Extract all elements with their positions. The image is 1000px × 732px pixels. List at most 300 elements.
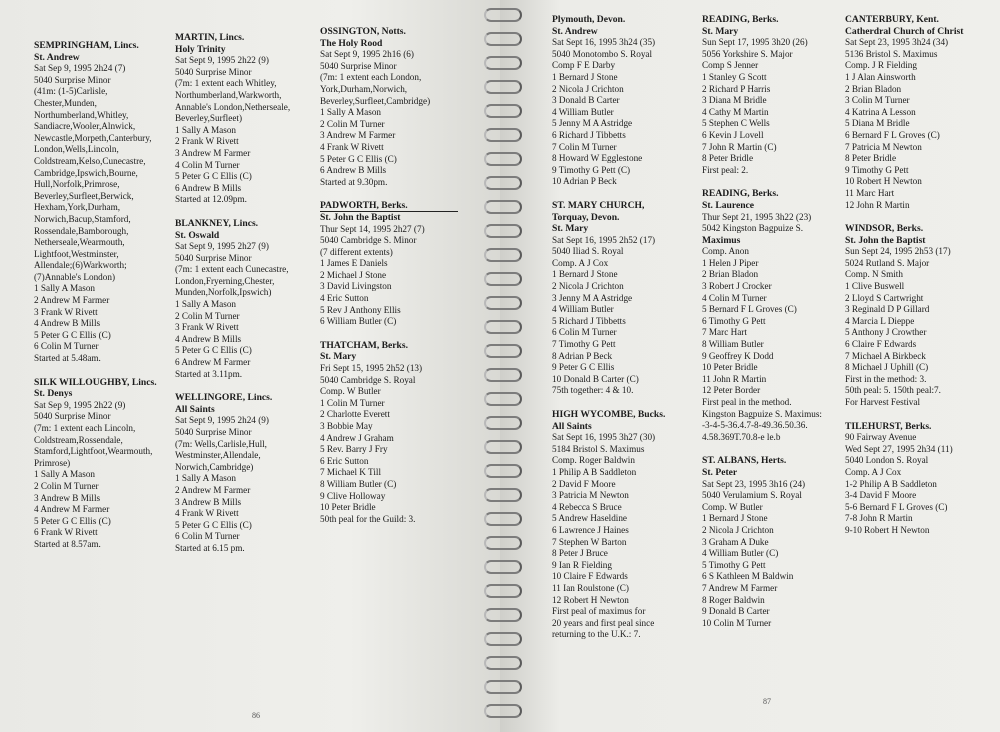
entry-heading: HIGH WYCOMBE, Bucks. [552, 409, 666, 420]
entry-line: Sun Sept 17, 1995 3h20 (26) [702, 37, 808, 48]
entry-line: 5 Peter G C Ellis (C) [320, 153, 397, 164]
entry-detail-bold: St. Peter [702, 466, 738, 478]
entry-line: Sat Sept 9, 1995 2h22 (9) [175, 55, 269, 66]
entry-line: 2 Nicola J Crichton [702, 524, 774, 535]
entry-line: 7 John R Martin (C) [702, 141, 777, 152]
entry-line: 5 Peter G C Ellis (C) [175, 519, 252, 530]
entry-line: 90 Fairway Avenue [845, 432, 917, 443]
entry-line: 2 Brian Bladon [845, 83, 902, 94]
entry-line: 2 Colin M Turner [34, 480, 99, 491]
entry-line: Sat Sept 16, 1995 2h52 (17) [552, 234, 656, 245]
entry-line: Comp F E Darby [552, 60, 616, 71]
entry-detail-bold: St. John the Baptist [845, 234, 926, 246]
entry-line: Norwich,Cambridge) [175, 461, 254, 472]
entry-line: 6 Eric Sutton [320, 455, 369, 466]
peal-entry [175, 218, 315, 380]
entry-line: Coldstream,Kelso,Cunecastre, [34, 155, 146, 166]
entry-line: 8 William Butler [702, 339, 764, 350]
entry-line: Beverley,Surfleet,Cambridge) [320, 95, 431, 106]
entry-line: 5 Richard J Tibbetts [552, 315, 626, 326]
entry-detail-bold: St. Oswald [175, 229, 220, 241]
entry-line: 4 Andrew M Farmer [34, 504, 110, 515]
entry-heading: OSSINGTON, Notts. [320, 26, 406, 37]
entry-detail-bold: St. Andrew [552, 25, 598, 37]
entry-line: Northumberland,Warkworth, [175, 89, 282, 100]
entry-heading: ST. ALBANS, Herts. [702, 455, 787, 467]
entry-line: 7 Michael K Till [320, 467, 382, 478]
binding-ring [484, 464, 522, 478]
entry-line: 8 Michael J Uphill (C) [845, 362, 929, 373]
entry-line: 6 Colin M Turner [34, 341, 99, 352]
entry-line: 9 Donald B Carter [702, 606, 770, 617]
entry-line: (7m: Wells,Carlisle,Hull, [175, 438, 267, 449]
entry-line: Started at 6.15 pm. [175, 542, 245, 553]
entry-detail-bold: Torquay, Devon. [552, 211, 620, 223]
entry-line: 12 Peter Border [702, 385, 761, 396]
entry-line: 6 Colin M Turner [175, 531, 240, 542]
entry-line: 7 Michael A Birkbeck [845, 350, 926, 361]
entry-line: 6 Timothy G Pett [702, 315, 766, 326]
entry-line: Hull,Norfolk,Primrose, [34, 179, 120, 190]
entry-line: 2 Andrew M Farmer [175, 484, 251, 495]
entry-detail-bold: Maximus [702, 234, 741, 246]
entry-line: 7 Timothy G Pett [552, 339, 616, 350]
entry-line: 2 Nicola J Crichton [552, 281, 624, 292]
entry-line: Rossendale,Bamborough, [34, 225, 129, 236]
entry-line: 4 William Butler (C) [702, 548, 779, 559]
entry-line: 5040 Cambridge S. Minor [320, 235, 417, 246]
entry-detail-bold: Catherdral Church of Christ [845, 25, 964, 37]
entry-line: (7 different extents) [320, 246, 393, 257]
entry-line: 3 Frank W Rivett [34, 306, 98, 317]
entry-heading: READING, Berks. [702, 188, 779, 200]
entry-line: (41m: (1-5)Carlisle, [34, 86, 108, 97]
entry-detail-bold: St. Andrew [34, 51, 80, 63]
entry-line: 20 years and first peal since [552, 617, 655, 628]
peal-entry [702, 455, 842, 629]
entry-line: 10 Donald B Carter (C) [552, 373, 639, 384]
entry-line: 3 David Livingston [320, 281, 392, 292]
entry-heading: ST. MARY CHURCH, [552, 199, 645, 211]
entry-line: 4 Andrew J Graham [320, 432, 394, 443]
entry-line: 5 Timothy G Pett [702, 559, 766, 570]
entry-line: 5 Anthony J Crowther [845, 327, 927, 338]
peal-entry [552, 409, 702, 641]
peal-entry [702, 188, 842, 443]
peal-entry [845, 223, 995, 409]
entry-line: 1 Sally A Mason [34, 469, 96, 480]
entry-line: 5040 Surprise Minor [175, 66, 252, 77]
entry-line: 3 Graham A Duke [702, 536, 769, 547]
entry-line: Started at 9.30pm. [320, 176, 388, 187]
entry-line: 9-10 Robert H Newton [845, 524, 930, 535]
entry-line: 12 Robert H Newton [552, 594, 629, 605]
entry-line: 5136 Bristol S. Maximus [845, 48, 938, 59]
entry-detail-bold: The Holy Rood [320, 37, 383, 49]
entry-line: Cambridge,Ipswich,Bourne, [34, 167, 138, 178]
entry-line: Lightfoot,Westminster, [34, 248, 119, 259]
entry-line: 5 Andrew Haseldine [552, 513, 628, 524]
entry-line: 1 Sally A Mason [175, 473, 237, 484]
entry-line: 5040 Surprise Minor [175, 252, 252, 263]
entry-line: 8 Peter J Bruce [552, 548, 608, 559]
entry-line: 1 Sally A Mason [175, 299, 237, 310]
entry-line: 5040 London S. Royal [845, 455, 929, 466]
entry-line: 2 Brian Bladon [702, 269, 759, 280]
entry-line: 5040 Monotombo S. Royal [552, 48, 653, 59]
entry-line: 5040 Surprise Minor [175, 427, 252, 437]
binding-ring [484, 704, 522, 718]
entry-line: 1 Sally A Mason [34, 283, 96, 294]
entry-line: York,Durham,Norwich, [320, 83, 408, 94]
binding-ring [484, 584, 522, 598]
entry-line: Comp. A J Cox [552, 257, 609, 268]
entry-line: 1 Bernard J Stone [552, 269, 618, 280]
entry-line: 8 William Butler (C) [320, 478, 397, 489]
entry-line: 6 Bernard F L Groves (C) [845, 129, 940, 140]
entry-line: 9 Peter G C Ellis [552, 362, 615, 373]
entry-detail-bold: St. Mary [702, 25, 739, 37]
entry-line: 4 Eric Sutton [320, 293, 369, 304]
entry-detail-bold: Holy Trinity [175, 43, 226, 55]
entry-line: 5056 Yorkshire S. Major [702, 48, 793, 59]
entry-heading: CANTERBURY, Kent. [845, 14, 939, 25]
entry-line: Thur Sept 21, 1995 3h22 (23) [702, 211, 812, 222]
entry-line: 3 Patricia M Newton [552, 490, 629, 501]
entry-line: 2 Nicola J Crichton [552, 83, 624, 94]
entry-line: Started at 3.11pm. [175, 368, 243, 379]
column-3 [320, 26, 465, 537]
entry-line: 4 Frank W Rivett [175, 508, 239, 519]
binding-ring [484, 296, 522, 310]
entry-line: 4 William Butler [552, 106, 614, 117]
entry-line: Stamford,Lightfoot,Wearmouth, [34, 446, 153, 457]
entry-line: Norwich,Bacup,Stamford, [34, 213, 131, 224]
entry-line: Westminster,Allendale, [175, 450, 261, 461]
binding-ring [484, 656, 522, 670]
entry-line: 3 Colin M Turner [845, 95, 910, 106]
entry-line: Sun Sept 24, 1995 2h53 (17) [845, 246, 951, 257]
entry-line: 8 Adrian P Beck [552, 350, 613, 361]
entry-line: 1 Clive Buswell [845, 281, 905, 292]
entry-line: -3-4-5-36.4.7-8-49.36.50.36. [702, 420, 808, 431]
entry-line: 7 Colin M Turner [552, 141, 617, 152]
entry-detail-bold: St. Mary [552, 223, 589, 235]
entry-line: Comp. A J Cox [845, 466, 902, 477]
entry-line: Started at 12.09pm. [175, 194, 247, 205]
entry-line: 1 Philip A B Saddleton [552, 466, 637, 477]
entry-line: 4 Frank W Rivett [320, 141, 384, 152]
entry-line: 5 Diana M Bridle [845, 118, 910, 129]
binding-ring [484, 200, 522, 214]
entry-line: Chester,Munden, [34, 97, 97, 108]
binding-ring [484, 632, 522, 646]
entry-line: 2 Frank W Rivett [175, 136, 239, 147]
entry-line: Sat Sept 16, 1995 3h27 (30) [552, 432, 656, 443]
entry-heading: SILK WILLOUGHBY, Lincs. [34, 376, 157, 388]
peal-entry [320, 26, 465, 188]
entry-line: 5 Rev. Barry J Fry [320, 444, 388, 455]
peal-entry [845, 421, 995, 537]
entry-line: 5040 Iliad S. Royal [552, 246, 624, 257]
entry-line: 1 James E Daniels [320, 258, 388, 269]
entry-line: 6 Claire F Edwards [845, 339, 917, 350]
entry-line: 75th together: 4 & 10. [552, 385, 634, 396]
entry-heading: MARTIN, Lincs. [175, 32, 245, 43]
entry-line: 3 Andrew B Mills [34, 492, 101, 503]
binding-ring [484, 608, 522, 622]
entry-line: 3 Frank W Rivett [175, 322, 239, 333]
entry-line: 3 Jenny M A Astridge [552, 292, 633, 303]
entry-line: First peal: 2. [702, 164, 749, 175]
entry-line: Munden,Norfolk,Ipswich) [175, 287, 272, 298]
entry-line: 5 Rev J Anthony Ellis [320, 304, 401, 315]
binding-ring [484, 248, 522, 262]
entry-line: 6 Lawrence J Haines [552, 524, 629, 535]
peal-entry [320, 200, 465, 328]
entry-line: Comp. J R Fielding [845, 60, 917, 71]
entry-line: 3 Andrew M Farmer [175, 147, 251, 158]
entry-line: Fri Sept 15, 1995 2h52 (13) [320, 363, 423, 374]
entry-line: Sat Sept 23, 1995 3h16 (24) [702, 478, 806, 489]
entry-line: (7m: 1 extent each Whitley, [175, 78, 277, 89]
entry-line: 5040 Surprise Minor [320, 60, 397, 71]
entry-detail-bold: St. Laurence [702, 199, 755, 211]
entry-line: 5 Bernard F L Groves (C) [702, 304, 797, 315]
entry-line: Started at 8.57am. [34, 538, 101, 549]
entry-line: 5 Peter G C Ellis (C) [34, 515, 111, 526]
entry-line: 5040 Surprise Minor [34, 74, 111, 85]
column-4 [552, 14, 702, 653]
entry-line: Sat Sept 9, 1995 2h24 (9) [175, 415, 269, 426]
entry-line: 6 Kevin J Lovell [702, 129, 764, 140]
binding-ring [484, 368, 522, 382]
entry-line: 2 David F Moore [552, 478, 616, 489]
binding-ring [484, 56, 522, 70]
entry-line: London,Wells,Lincoln, [34, 144, 119, 155]
entry-line: 11 Marc Hart [845, 187, 895, 198]
binding-ring [484, 416, 522, 430]
entry-line: 6 William Butler (C) [320, 316, 397, 327]
spiral-binding [484, 0, 524, 732]
entry-line: Beverley,Surfleet,Berwick, [34, 190, 134, 201]
entry-line: 2 Charlotte Everett [320, 409, 390, 420]
entry-line: 7-8 John R Martin [845, 513, 913, 524]
entry-line: 6 Colin M Turner [552, 327, 617, 338]
entry-line: 3 Reginald D P Gillard [845, 304, 930, 315]
binding-ring [484, 680, 522, 694]
entry-line: 1 Sally A Mason [175, 124, 237, 135]
entry-line: 6 S Kathleen M Baldwin [702, 571, 794, 582]
peal-entry [702, 14, 842, 176]
entry-line: 6 Andrew M Farmer [175, 357, 251, 368]
entry-line: Comp. N Smith [845, 269, 903, 280]
entry-line: 5-6 Bernard F L Groves (C) [845, 501, 948, 512]
peal-entry [320, 340, 465, 526]
entry-line: 10 Peter Bridle [320, 502, 376, 513]
binding-ring [484, 440, 522, 454]
entry-line: 7 Andrew M Farmer [702, 582, 778, 593]
entry-line: Netherseale,Wearmouth, [34, 237, 125, 248]
entry-detail-bold: All Saints [552, 420, 592, 432]
column-1 [34, 40, 174, 563]
entry-heading: TILEHURST, Berks. [845, 420, 932, 432]
entry-line: Comp. Roger Baldwin [552, 455, 635, 466]
entry-line: 5 Peter G C Ellis (C) [175, 345, 252, 356]
binding-ring [484, 104, 522, 118]
entry-line: Allendale;(6)Warkworth; [34, 260, 127, 271]
entry-line: Coldstream,Rossendale, [34, 434, 123, 445]
entry-line: London,Fryerning,Chester, [175, 275, 275, 286]
right-page-number: 87 [763, 697, 771, 706]
entry-line: 1 Sally A Mason [320, 107, 382, 118]
entry-line: Comp S Jenner [702, 60, 759, 71]
entry-line: 6 Andrew B Mills [320, 165, 387, 176]
entry-line: For Harvest Festival [845, 397, 921, 407]
entry-line: 11 John R Martin [702, 373, 767, 384]
entry-line: 4 Cathy M Martin [702, 106, 769, 117]
entry-detail-bold: St. John the Baptist [320, 211, 401, 223]
binding-ring [484, 272, 522, 286]
binding-ring [484, 320, 522, 334]
entry-line: 12 John R Martin [845, 199, 910, 210]
binding-ring [484, 488, 522, 502]
entry-line: Sat Sep 9, 1995 2h24 (7) [34, 63, 126, 74]
entry-line: 50th peal for the Guild: 3. [320, 513, 416, 524]
entry-line: Hexham,York,Durham, [34, 202, 121, 213]
entry-heading: BLANKNEY, Lincs. [175, 217, 259, 229]
entry-line: 2 Lloyd S Cartwright [845, 292, 924, 303]
entry-heading: WINDSOR, Berks. [845, 223, 924, 235]
entry-line: 5040 Verulamium S. Royal [702, 490, 802, 501]
entry-line: Comp. W Butler [702, 501, 763, 512]
entry-line: Sat Sep 9, 1995 2h22 (9) [34, 399, 126, 410]
entry-line: 5042 Kingston Bagpuize S. [702, 223, 804, 234]
entry-heading: READING, Berks. [702, 14, 779, 25]
entry-line: 2 Colin M Turner [320, 118, 385, 129]
entry-line: Thur Sept 14, 1995 2h27 (7) [320, 223, 425, 234]
entry-line: 4 Andrew B Mills [175, 333, 242, 344]
binding-ring [484, 512, 522, 526]
entry-line: 8 Peter Bridle [702, 153, 754, 164]
entry-line: 3 Donald B Carter [552, 95, 620, 106]
binding-ring [484, 344, 522, 358]
entry-line: First in the method: 3. [845, 373, 927, 384]
binding-ring [484, 128, 522, 142]
entry-line: 9 Timothy G Pett [845, 164, 909, 175]
entry-line: Comp. W Butler [320, 386, 381, 397]
entry-line: 3 Andrew B Mills [175, 496, 242, 507]
entry-line: 5 Peter G C Ellis (C) [175, 171, 252, 182]
column-2 [175, 32, 315, 567]
entry-line: 6 Richard J Tibbetts [552, 129, 626, 140]
entry-line: 3 Bobbie May [320, 421, 373, 431]
peal-entry [175, 32, 315, 206]
entry-line: 6 Andrew B Mills [175, 182, 242, 193]
entry-line: 1 Helen J Piper [702, 257, 759, 268]
entry-line: Wed Sept 27, 1995 2h34 (11) [845, 443, 953, 454]
entry-line: 2 Richard P Harris [702, 83, 771, 94]
binding-ring [484, 224, 522, 238]
peal-entry [34, 377, 174, 551]
binding-ring [484, 8, 522, 22]
entry-line: 9 Timothy G Pett (C) [552, 164, 631, 175]
entry-line: First peal of maximus for [552, 606, 646, 617]
entry-detail-bold: St. Mary [320, 351, 357, 363]
entry-line: Sat Sept 9, 1995 2h27 (9) [175, 241, 269, 252]
entry-line: 3 Diana M Bridle [702, 95, 767, 106]
entry-line: 4 Andrew B Mills [34, 318, 101, 329]
entry-line: 4 Colin M Turner [175, 159, 240, 170]
entry-line: 5 Jenny M A Astridge [552, 118, 633, 129]
binding-ring [484, 536, 522, 550]
entry-line: 2 Michael J Stone [320, 269, 387, 280]
entry-line: 4 William Butler [552, 304, 614, 315]
entry-line: 3-4 David F Moore [845, 490, 917, 501]
entry-line: Beverley,Surfleet) [175, 113, 243, 124]
entry-line: 11 Ian Roulstone (C) [552, 582, 629, 593]
entry-line: 10 Claire F Edwards [552, 571, 628, 582]
entry-line: Started at 5.48am. [34, 353, 101, 364]
entry-heading: SEMPRINGHAM, Lincs. [34, 40, 139, 51]
entry-heading: PADWORTH, Berks. [320, 200, 408, 212]
entry-line: 9 Clive Holloway [320, 490, 386, 501]
entry-line: Sat Sept 23, 1995 3h24 (34) [845, 37, 949, 48]
entry-line: returning to the U.K.: 7. [552, 629, 641, 640]
entry-line: Kingston Bagpuize S. Maximus: [702, 408, 822, 419]
entry-line: 10 Adrian P Beck [552, 176, 617, 187]
entry-line: 5 Peter G C Ellis (C) [34, 329, 111, 340]
left-page-number: 86 [252, 711, 260, 720]
peal-entry [552, 200, 702, 397]
entry-line: (7m: 1 extent each Cunecastre, [175, 264, 289, 275]
entry-line: (7)Annable's London) [34, 271, 116, 282]
entry-line: 10 Colin M Turner [702, 617, 772, 628]
entry-line: 4 Rebecca S Bruce [552, 501, 622, 512]
entry-line: 4 Colin M Turner [702, 292, 767, 303]
entry-line: 1 J Alan Ainsworth [845, 71, 916, 82]
entry-line: Annable's London,Netherseale, [175, 101, 291, 112]
entry-heading: THATCHAM, Berks. [320, 339, 409, 351]
entry-line: 1-2 Philip A B Saddleton [845, 478, 937, 489]
entry-line: (7m: 1 extent each London, [320, 72, 422, 83]
binding-ring [484, 392, 522, 406]
binding-ring [484, 32, 522, 46]
entry-line: 9 Geoffrey K Dodd [702, 350, 774, 361]
entry-line: 5 Stephen C Wells [702, 118, 770, 129]
entry-line: Newcastle,Morpeth,Canterbury, [34, 132, 152, 143]
binding-ring [484, 80, 522, 94]
entry-line: 1 Stanley G Scott [702, 71, 767, 82]
entry-line: 1 Colin M Turner [320, 397, 385, 408]
entry-line: 9 Ian R Fielding [552, 559, 612, 570]
entry-line: 10 Peter Bridle [702, 362, 758, 373]
entry-line: 4 Katrina A Lesson [845, 106, 916, 117]
entry-line: 7 Stephen W Barton [552, 536, 627, 547]
entry-line: Comp. Anon [702, 246, 749, 257]
entry-line: 5040 Cambridge S. Royal [320, 374, 416, 385]
entry-line: 7 Patricia M Newton [845, 141, 922, 152]
entry-line: 2 Andrew M Farmer [34, 295, 110, 306]
binding-ring [484, 176, 522, 190]
entry-line: 8 Howard W Egglestone [552, 153, 643, 164]
peal-entry [175, 392, 315, 554]
entry-line: 8 Peter Bridle [845, 153, 897, 164]
entry-heading: Plymouth, Devon. [552, 14, 626, 25]
peal-entry [34, 40, 174, 365]
peal-entry [552, 14, 702, 188]
entry-line: 1 Bernard J Stone [702, 513, 768, 524]
